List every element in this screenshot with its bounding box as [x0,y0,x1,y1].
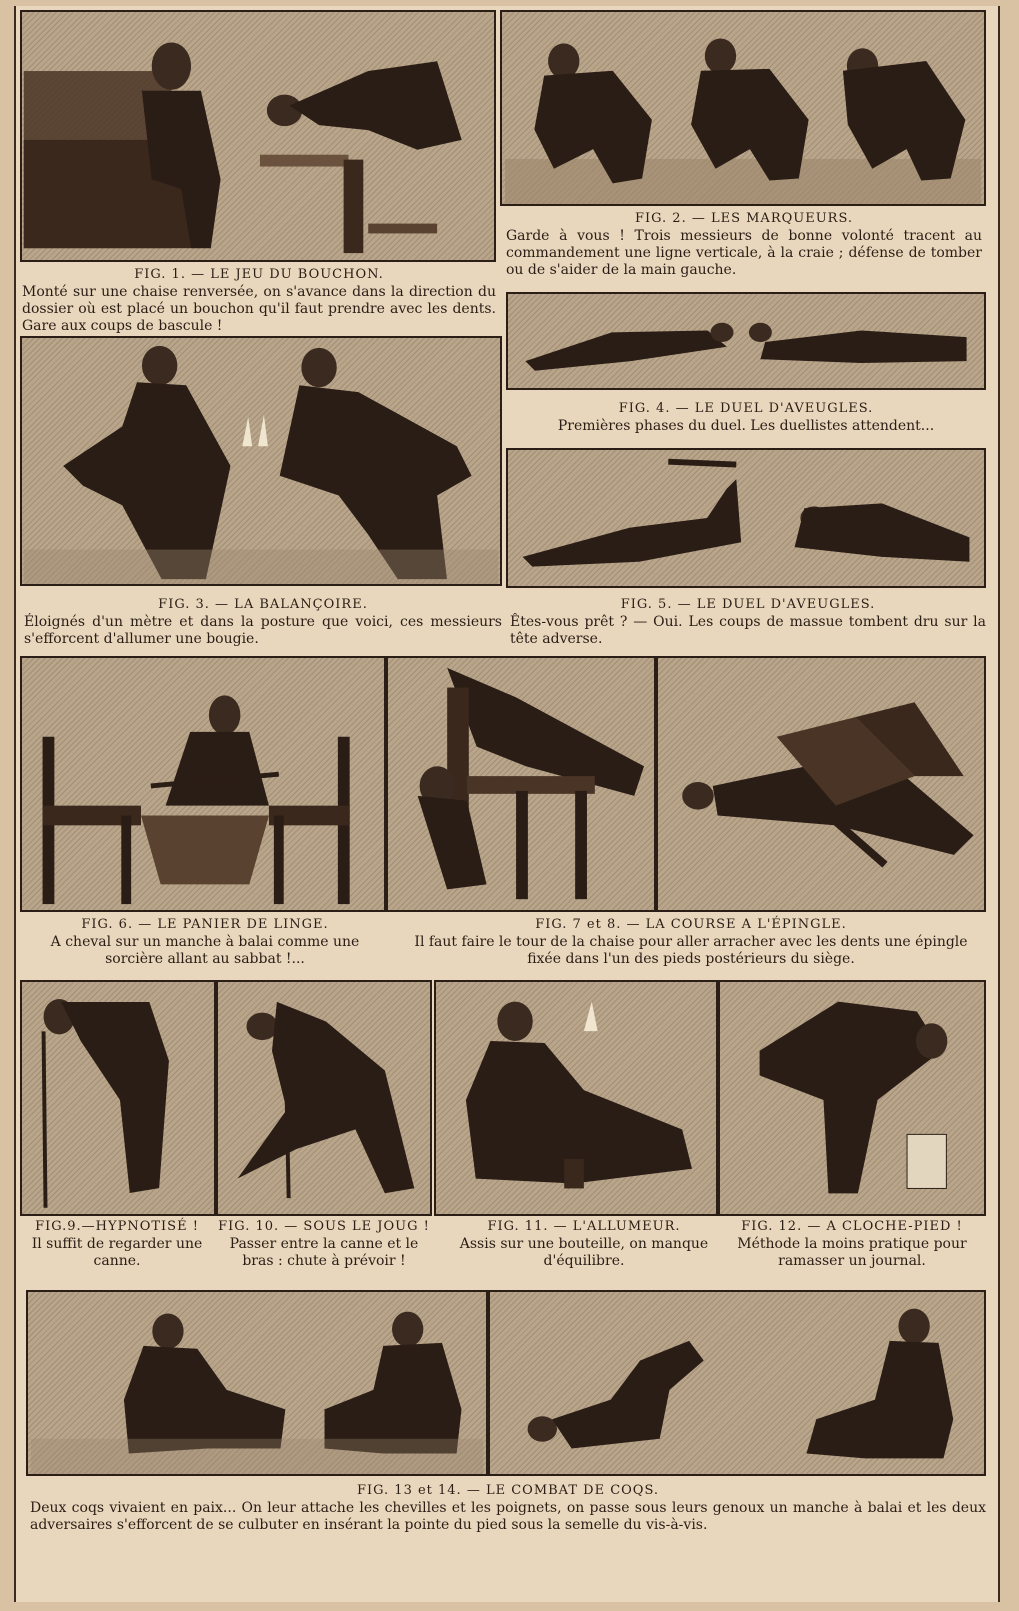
fig78-caption [400,916,982,968]
fig9-engraving [22,982,214,1214]
fig5-caption [510,596,986,648]
fig3-caption [24,596,502,648]
fig6-title: FIG. 6. — LE PANIER DE LINGE. [81,917,329,932]
fig3-engraving [22,338,500,584]
fig9-illustration [20,980,216,1216]
fig4-text: Premières phases du duel. Les duellistes attendent... [557,418,935,434]
fig12-text: Méthode la moins pratique pour ramasser un journal. [737,1236,967,1269]
fig78-text: Il faut faire le tour de la chaise pour aller arracher avec les dents une épingle fixée dans l'un des pieds postérieurs du siège. [414,934,968,967]
fig12-caption [718,1218,986,1270]
fig13-engraving [28,1292,486,1474]
fig13-illustration [26,1290,488,1476]
fig5-title: FIG. 5. — LE DUEL D'AVEUGLES. [620,597,876,612]
fig6-caption [24,916,386,968]
fig8-illustration [656,656,986,912]
fig2-illustration [500,10,986,206]
fig10-title: FIG. 10. — SOUS LE JOUG ! [218,1219,430,1234]
fig2-text: Garde à vous ! Trois messieurs de bonne volonté tracent au commandement une ligne verticale, à la craie ; défense de tomber ou de s'aider de la main gauche. [506,228,982,278]
fig7-engraving [388,658,654,910]
fig14-illustration [488,1290,986,1476]
fig3-title: FIG. 3. — LA BALANÇOIRE. [158,597,368,612]
fig12-engraving [720,982,984,1214]
fig2-engraving [502,12,984,204]
fig1-caption [22,266,496,335]
fig7-illustration [386,656,656,912]
fig4-illustration [506,292,986,390]
fig11-illustration [434,980,718,1216]
fig9-text: Il suffit de regarder une canne. [31,1236,203,1269]
fig2-caption [506,210,982,279]
fig8-engraving [658,658,984,910]
fig6-illustration [20,656,386,912]
magazine-page [14,6,1000,1602]
fig11-engraving [436,982,716,1214]
fig5-engraving [508,450,984,586]
fig6-text: A cheval sur un manche à balai comme une sorcière allant au sabbat !... [50,934,360,967]
fig1-illustration [20,10,496,262]
fig12-illustration [718,980,986,1216]
fig2-title: FIG. 2. — LES MARQUEURS. [634,211,854,226]
fig11-text: Assis sur une bouteille, on manque d'équilibre. [459,1236,709,1269]
fig5-text: Êtes-vous prêt ? — Oui. Les coups de massue tombent dru sur la tête adverse. [510,614,986,647]
fig11-caption [452,1218,716,1270]
fig1-engraving [22,12,494,260]
fig4-engraving [508,294,984,388]
fig10-engraving [218,982,430,1214]
fig3-illustration [20,336,502,586]
fig1314-text: Deux coqs vivaient en paix... On leur attache les chevilles et les poignets, on passe sous leurs genoux un manche à balai et les deux adversaires s'efforcent de se culbuter en insérant la pointe du pied sous la semelle du vis-à-vis. [30,1500,986,1533]
fig14-engraving [490,1292,984,1474]
fig78-title: FIG. 7 et 8. — LA COURSE A L'ÉPINGLE. [535,917,847,932]
fig5-illustration [506,448,986,588]
fig4-caption [506,400,986,435]
fig12-title: FIG. 12. — A CLOCHE-PIED ! [741,1219,963,1234]
fig6-engraving [22,658,384,910]
fig11-title: FIG. 11. — L'ALLUMEUR. [487,1219,681,1234]
fig1-title: FIG. 1. — LE JEU DU BOUCHON. [134,267,384,282]
fig1314-title: FIG. 13 et 14. — LE COMBAT DE COQS. [356,1483,660,1498]
fig10-illustration [216,980,432,1216]
fig1-text: Monté sur une chaise renversée, on s'avance dans la direction du dossier où est placé un bouchon qu'il faut prendre avec les dents. Gare aux coups de bascule ! [22,284,496,334]
fig10-caption [216,1218,432,1270]
fig1314-caption [30,1482,986,1534]
fig9-title: FIG.9.—HYPNOTISÉ ! [35,1219,199,1234]
fig10-text: Passer entre la canne et le bras : chute à prévoir ! [229,1236,419,1269]
fig9-caption [22,1218,212,1270]
fig3-text: Éloignés d'un mètre et dans la posture que voici, ces messieurs s'efforcent d'allumer une bougie. [24,614,502,647]
fig4-title: FIG. 4. — LE DUEL D'AVEUGLES. [618,401,874,416]
